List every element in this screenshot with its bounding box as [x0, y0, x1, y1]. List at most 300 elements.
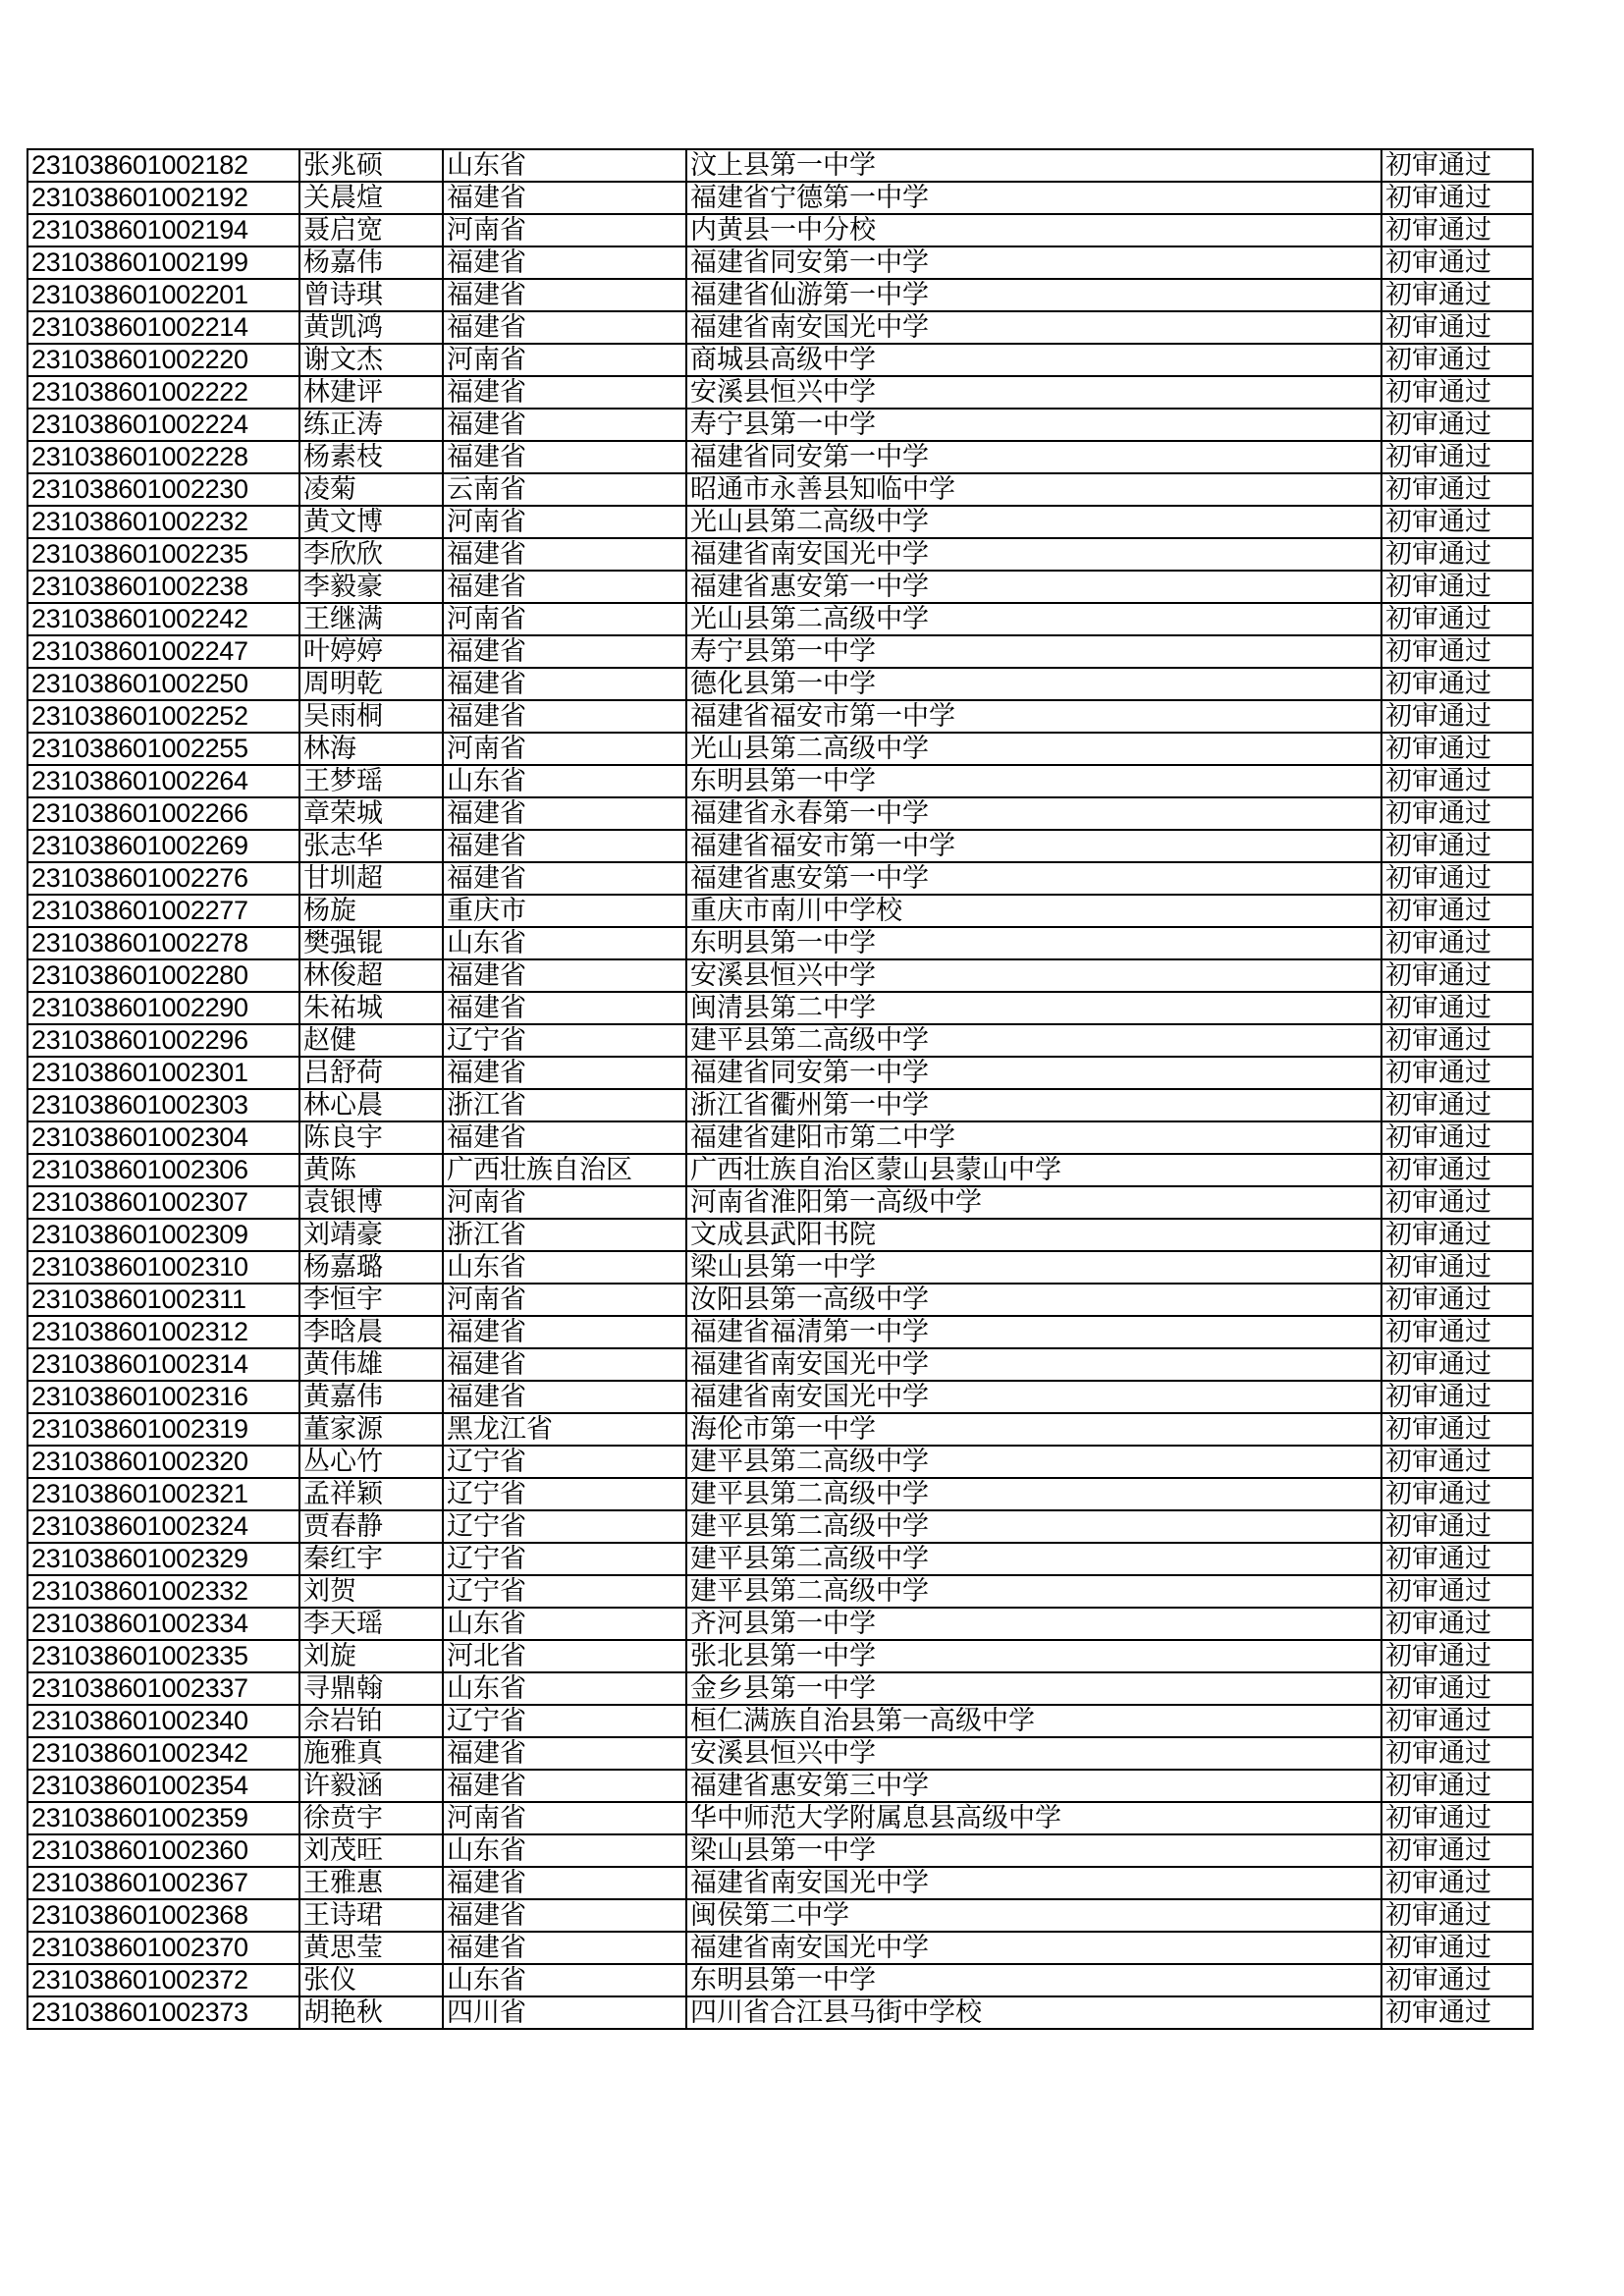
- province-cell: 福建省: [443, 959, 686, 992]
- table-row: [27, 733, 1533, 765]
- applicant-name-cell: 杨旋: [299, 895, 443, 927]
- applicant-id-cell: 231038601002264: [27, 765, 299, 797]
- applicant-name-cell: 施雅真: [299, 1737, 443, 1770]
- province-cell: 福建省: [443, 862, 686, 895]
- province-cell: 福建省: [443, 635, 686, 668]
- school-cell: 福建省仙游第一中学: [686, 279, 1381, 311]
- province-cell: 福建省: [443, 1899, 686, 1932]
- table-row: [27, 1996, 1533, 2029]
- review-status-cell: 初审通过: [1381, 246, 1533, 279]
- school-cell: 建平县第二高级中学: [686, 1510, 1381, 1543]
- applicant-id-cell: 231038601002372: [27, 1964, 299, 1996]
- province-cell: 山东省: [443, 1251, 686, 1284]
- province-cell: 辽宁省: [443, 1510, 686, 1543]
- school-cell: 内黄县一中分校: [686, 214, 1381, 246]
- applicant-id-cell: 231038601002255: [27, 733, 299, 765]
- applicant-name-cell: 樊强锟: [299, 927, 443, 959]
- province-cell: 福建省: [443, 1057, 686, 1089]
- review-status-cell: 初审通过: [1381, 635, 1533, 668]
- applicant-id-cell: 231038601002192: [27, 182, 299, 214]
- applicant-id-cell: 231038601002250: [27, 668, 299, 700]
- review-status-cell: 初审通过: [1381, 1543, 1533, 1575]
- review-status-cell: 初审通过: [1381, 1996, 1533, 2029]
- review-status-cell: 初审通过: [1381, 830, 1533, 862]
- applicant-name-cell: 张志华: [299, 830, 443, 862]
- applicant-table: [27, 148, 1534, 2030]
- province-cell: 辽宁省: [443, 1543, 686, 1575]
- applicant-name-cell: 林建评: [299, 376, 443, 409]
- applicant-name-cell: 李恒宇: [299, 1284, 443, 1316]
- review-status-cell: 初审通过: [1381, 1413, 1533, 1446]
- review-status-cell: 初审通过: [1381, 603, 1533, 635]
- applicant-name-cell: 章荣城: [299, 797, 443, 830]
- review-status-cell: 初审通过: [1381, 959, 1533, 992]
- province-cell: 山东省: [443, 1964, 686, 1996]
- table-row: [27, 1802, 1533, 1834]
- review-status-cell: 初审通过: [1381, 1899, 1533, 1932]
- applicant-id-cell: 231038601002235: [27, 538, 299, 571]
- school-cell: 安溪县恒兴中学: [686, 376, 1381, 409]
- table-row: [27, 246, 1533, 279]
- province-cell: 河南省: [443, 506, 686, 538]
- school-cell: 光山县第二高级中学: [686, 733, 1381, 765]
- province-cell: 福建省: [443, 992, 686, 1024]
- applicant-id-cell: 231038601002230: [27, 473, 299, 506]
- applicant-name-cell: 黄陈: [299, 1154, 443, 1186]
- review-status-cell: 初审通过: [1381, 992, 1533, 1024]
- school-cell: 广西壮族自治区蒙山县蒙山中学: [686, 1154, 1381, 1186]
- table-row: [27, 635, 1533, 668]
- applicant-id-cell: 231038601002303: [27, 1089, 299, 1121]
- applicant-id-cell: 231038601002301: [27, 1057, 299, 1089]
- applicant-name-cell: 黄伟雄: [299, 1348, 443, 1381]
- table-row: [27, 538, 1533, 571]
- school-cell: 寿宁县第一中学: [686, 409, 1381, 441]
- applicant-name-cell: 凌菊: [299, 473, 443, 506]
- province-cell: 山东省: [443, 927, 686, 959]
- province-cell: 河南省: [443, 344, 686, 376]
- school-cell: 福建省惠安第三中学: [686, 1770, 1381, 1802]
- table-row: [27, 1348, 1533, 1381]
- applicant-id-cell: 231038601002359: [27, 1802, 299, 1834]
- applicant-id-cell: 231038601002266: [27, 797, 299, 830]
- applicant-name-cell: 黄文博: [299, 506, 443, 538]
- applicant-id-cell: 231038601002311: [27, 1284, 299, 1316]
- review-status-cell: 初审通过: [1381, 1608, 1533, 1640]
- applicant-name-cell: 刘贺: [299, 1575, 443, 1608]
- applicant-id-cell: 231038601002342: [27, 1737, 299, 1770]
- province-cell: 福建省: [443, 409, 686, 441]
- applicant-name-cell: 李晗晨: [299, 1316, 443, 1348]
- applicant-name-cell: 赵健: [299, 1024, 443, 1057]
- province-cell: 福建省: [443, 441, 686, 473]
- applicant-name-cell: 林俊超: [299, 959, 443, 992]
- province-cell: 浙江省: [443, 1089, 686, 1121]
- table-row: [27, 797, 1533, 830]
- applicant-name-cell: 黄凯鸿: [299, 311, 443, 344]
- school-cell: 福建省南安国光中学: [686, 1932, 1381, 1964]
- applicant-name-cell: 叶婷婷: [299, 635, 443, 668]
- review-status-cell: 初审通过: [1381, 376, 1533, 409]
- school-cell: 福建省永春第一中学: [686, 797, 1381, 830]
- province-cell: 浙江省: [443, 1219, 686, 1251]
- province-cell: 河南省: [443, 733, 686, 765]
- table-row: [27, 1219, 1533, 1251]
- review-status-cell: 初审通过: [1381, 1770, 1533, 1802]
- school-cell: 福建省南安国光中学: [686, 1867, 1381, 1899]
- table-row: [27, 1770, 1533, 1802]
- review-status-cell: 初审通过: [1381, 149, 1533, 182]
- applicant-name-cell: 李欣欣: [299, 538, 443, 571]
- review-status-cell: 初审通过: [1381, 571, 1533, 603]
- province-cell: 福建省: [443, 311, 686, 344]
- province-cell: 山东省: [443, 149, 686, 182]
- applicant-id-cell: 231038601002319: [27, 1413, 299, 1446]
- table-row: [27, 862, 1533, 895]
- review-status-cell: 初审通过: [1381, 1510, 1533, 1543]
- applicant-id-cell: 231038601002277: [27, 895, 299, 927]
- applicant-name-cell: 秦红宇: [299, 1543, 443, 1575]
- school-cell: 重庆市南川中学校: [686, 895, 1381, 927]
- applicant-name-cell: 甘圳超: [299, 862, 443, 895]
- review-status-cell: 初审通过: [1381, 765, 1533, 797]
- applicant-id-cell: 231038601002306: [27, 1154, 299, 1186]
- applicant-name-cell: 刘靖豪: [299, 1219, 443, 1251]
- province-cell: 重庆市: [443, 895, 686, 927]
- table-row: [27, 376, 1533, 409]
- applicant-id-cell: 231038601002278: [27, 927, 299, 959]
- table-row: [27, 1154, 1533, 1186]
- school-cell: 东明县第一中学: [686, 927, 1381, 959]
- review-status-cell: 初审通过: [1381, 1089, 1533, 1121]
- applicant-name-cell: 董家源: [299, 1413, 443, 1446]
- school-cell: 德化县第一中学: [686, 668, 1381, 700]
- school-cell: 梁山县第一中学: [686, 1251, 1381, 1284]
- table-row: [27, 1284, 1533, 1316]
- applicant-name-cell: 周明乾: [299, 668, 443, 700]
- table-row: [27, 1251, 1533, 1284]
- school-cell: 安溪县恒兴中学: [686, 1737, 1381, 1770]
- table-row: [27, 895, 1533, 927]
- province-cell: 辽宁省: [443, 1024, 686, 1057]
- applicant-id-cell: 231038601002321: [27, 1478, 299, 1510]
- review-status-cell: 初审通过: [1381, 506, 1533, 538]
- school-cell: 汝阳县第一高级中学: [686, 1284, 1381, 1316]
- school-cell: 商城县高级中学: [686, 344, 1381, 376]
- table-row: [27, 441, 1533, 473]
- school-cell: 福建省同安第一中学: [686, 441, 1381, 473]
- applicant-id-cell: 231038601002368: [27, 1899, 299, 1932]
- applicant-id-cell: 231038601002280: [27, 959, 299, 992]
- province-cell: 福建省: [443, 1121, 686, 1154]
- school-cell: 建平县第二高级中学: [686, 1543, 1381, 1575]
- school-cell: 梁山县第一中学: [686, 1834, 1381, 1867]
- applicant-id-cell: 231038601002214: [27, 311, 299, 344]
- applicant-name-cell: 许毅涵: [299, 1770, 443, 1802]
- table-row: [27, 182, 1533, 214]
- province-cell: 福建省: [443, 376, 686, 409]
- applicant-id-cell: 231038601002370: [27, 1932, 299, 1964]
- province-cell: 黑龙江省: [443, 1413, 686, 1446]
- province-cell: 河北省: [443, 1640, 686, 1672]
- province-cell: 福建省: [443, 182, 686, 214]
- review-status-cell: 初审通过: [1381, 344, 1533, 376]
- school-cell: 金乡县第一中学: [686, 1672, 1381, 1705]
- school-cell: 光山县第二高级中学: [686, 506, 1381, 538]
- applicant-id-cell: 231038601002324: [27, 1510, 299, 1543]
- applicant-id-cell: 231038601002199: [27, 246, 299, 279]
- applicant-id-cell: 231038601002307: [27, 1186, 299, 1219]
- applicant-id-cell: 231038601002373: [27, 1996, 299, 2029]
- table-row: [27, 603, 1533, 635]
- review-status-cell: 初审通过: [1381, 409, 1533, 441]
- review-status-cell: 初审通过: [1381, 1640, 1533, 1672]
- school-cell: 闽清县第二中学: [686, 992, 1381, 1024]
- school-cell: 福建省同安第一中学: [686, 246, 1381, 279]
- school-cell: 闽侯第二中学: [686, 1899, 1381, 1932]
- applicant-name-cell: 张兆硕: [299, 149, 443, 182]
- province-cell: 福建省: [443, 830, 686, 862]
- applicant-id-cell: 231038601002332: [27, 1575, 299, 1608]
- applicant-id-cell: 231038601002320: [27, 1446, 299, 1478]
- province-cell: 河南省: [443, 214, 686, 246]
- province-cell: 辽宁省: [443, 1705, 686, 1737]
- applicant-name-cell: 吴雨桐: [299, 700, 443, 733]
- review-status-cell: 初审通过: [1381, 1834, 1533, 1867]
- school-cell: 东明县第一中学: [686, 1964, 1381, 1996]
- province-cell: 辽宁省: [443, 1446, 686, 1478]
- applicant-id-cell: 231038601002360: [27, 1834, 299, 1867]
- review-status-cell: 初审通过: [1381, 1446, 1533, 1478]
- applicant-id-cell: 231038601002252: [27, 700, 299, 733]
- review-status-cell: 初审通过: [1381, 473, 1533, 506]
- province-cell: 福建省: [443, 700, 686, 733]
- applicant-id-cell: 231038601002309: [27, 1219, 299, 1251]
- table-row: [27, 214, 1533, 246]
- applicant-id-cell: 231038601002334: [27, 1608, 299, 1640]
- table-row: [27, 1121, 1533, 1154]
- table-row: [27, 1964, 1533, 1996]
- school-cell: 光山县第二高级中学: [686, 603, 1381, 635]
- province-cell: 广西壮族自治区: [443, 1154, 686, 1186]
- table-row: [27, 1705, 1533, 1737]
- review-status-cell: 初审通过: [1381, 182, 1533, 214]
- review-status-cell: 初审通过: [1381, 1381, 1533, 1413]
- applicant-name-cell: 李天瑶: [299, 1608, 443, 1640]
- school-cell: 福建省同安第一中学: [686, 1057, 1381, 1089]
- table-row: [27, 1024, 1533, 1057]
- table-row: [27, 1057, 1533, 1089]
- province-cell: 河南省: [443, 1284, 686, 1316]
- school-cell: 福建省福安市第一中学: [686, 830, 1381, 862]
- province-cell: 福建省: [443, 279, 686, 311]
- table-row: [27, 992, 1533, 1024]
- school-cell: 汶上县第一中学: [686, 149, 1381, 182]
- applicant-name-cell: 练正涛: [299, 409, 443, 441]
- school-cell: 文成县武阳书院: [686, 1219, 1381, 1251]
- applicant-name-cell: 关晨煊: [299, 182, 443, 214]
- review-status-cell: 初审通过: [1381, 1672, 1533, 1705]
- table-row: [27, 1316, 1533, 1348]
- applicant-id-cell: 231038601002310: [27, 1251, 299, 1284]
- review-status-cell: 初审通过: [1381, 1121, 1533, 1154]
- applicant-id-cell: 231038601002201: [27, 279, 299, 311]
- applicant-name-cell: 林海: [299, 733, 443, 765]
- review-status-cell: 初审通过: [1381, 668, 1533, 700]
- applicant-id-cell: 231038601002269: [27, 830, 299, 862]
- applicant-id-cell: 231038601002354: [27, 1770, 299, 1802]
- review-status-cell: 初审通过: [1381, 311, 1533, 344]
- school-cell: 齐河县第一中学: [686, 1608, 1381, 1640]
- review-status-cell: 初审通过: [1381, 862, 1533, 895]
- applicant-name-cell: 曾诗琪: [299, 279, 443, 311]
- applicant-name-cell: 吕舒荷: [299, 1057, 443, 1089]
- school-cell: 福建省南安国光中学: [686, 1381, 1381, 1413]
- applicant-id-cell: 231038601002238: [27, 571, 299, 603]
- province-cell: 福建省: [443, 1381, 686, 1413]
- table-row: [27, 473, 1533, 506]
- applicant-name-cell: 佘岩铂: [299, 1705, 443, 1737]
- applicant-name-cell: 王诗珺: [299, 1899, 443, 1932]
- school-cell: 四川省合江县马街中学校: [686, 1996, 1381, 2029]
- applicant-id-cell: 231038601002222: [27, 376, 299, 409]
- province-cell: 福建省: [443, 538, 686, 571]
- province-cell: 山东省: [443, 1672, 686, 1705]
- province-cell: 福建省: [443, 246, 686, 279]
- review-status-cell: 初审通过: [1381, 1348, 1533, 1381]
- review-status-cell: 初审通过: [1381, 797, 1533, 830]
- applicant-table-body: [27, 149, 1533, 2029]
- table-row: [27, 1640, 1533, 1672]
- table-row: [27, 1867, 1533, 1899]
- province-cell: 云南省: [443, 473, 686, 506]
- applicant-id-cell: 231038601002304: [27, 1121, 299, 1154]
- applicant-name-cell: 林心晨: [299, 1089, 443, 1121]
- province-cell: 福建省: [443, 1348, 686, 1381]
- table-row: [27, 409, 1533, 441]
- applicant-id-cell: 231038601002314: [27, 1348, 299, 1381]
- applicant-id-cell: 231038601002224: [27, 409, 299, 441]
- applicant-name-cell: 陈良宇: [299, 1121, 443, 1154]
- review-status-cell: 初审通过: [1381, 700, 1533, 733]
- review-status-cell: 初审通过: [1381, 1705, 1533, 1737]
- applicant-id-cell: 231038601002312: [27, 1316, 299, 1348]
- applicant-name-cell: 丛心竹: [299, 1446, 443, 1478]
- applicant-name-cell: 张仪: [299, 1964, 443, 1996]
- applicant-name-cell: 黄思莹: [299, 1932, 443, 1964]
- applicant-name-cell: 孟祥颖: [299, 1478, 443, 1510]
- school-cell: 福建省南安国光中学: [686, 1348, 1381, 1381]
- applicant-id-cell: 231038601002316: [27, 1381, 299, 1413]
- applicant-id-cell: 231038601002194: [27, 214, 299, 246]
- review-status-cell: 初审通过: [1381, 1867, 1533, 1899]
- applicant-name-cell: 杨嘉璐: [299, 1251, 443, 1284]
- school-cell: 福建省惠安第一中学: [686, 571, 1381, 603]
- school-cell: 建平县第二高级中学: [686, 1575, 1381, 1608]
- province-cell: 福建省: [443, 571, 686, 603]
- review-status-cell: 初审通过: [1381, 1057, 1533, 1089]
- table-row: [27, 279, 1533, 311]
- applicant-id-cell: 231038601002335: [27, 1640, 299, 1672]
- school-cell: 河南省淮阳第一高级中学: [686, 1186, 1381, 1219]
- school-cell: 福建省建阳市第二中学: [686, 1121, 1381, 1154]
- review-status-cell: 初审通过: [1381, 214, 1533, 246]
- school-cell: 寿宁县第一中学: [686, 635, 1381, 668]
- province-cell: 河南省: [443, 1802, 686, 1834]
- applicant-id-cell: 231038601002367: [27, 1867, 299, 1899]
- review-status-cell: 初审通过: [1381, 1024, 1533, 1057]
- applicant-name-cell: 王梦瑶: [299, 765, 443, 797]
- applicant-name-cell: 袁银博: [299, 1186, 443, 1219]
- applicant-name-cell: 刘旋: [299, 1640, 443, 1672]
- applicant-id-cell: 231038601002220: [27, 344, 299, 376]
- review-status-cell: 初审通过: [1381, 1316, 1533, 1348]
- applicant-name-cell: 杨素枝: [299, 441, 443, 473]
- table-row: [27, 1543, 1533, 1575]
- table-row: [27, 1737, 1533, 1770]
- school-cell: 建平县第二高级中学: [686, 1024, 1381, 1057]
- review-status-cell: 初审通过: [1381, 733, 1533, 765]
- table-row: [27, 506, 1533, 538]
- school-cell: 福建省福安市第一中学: [686, 700, 1381, 733]
- table-row: [27, 1575, 1533, 1608]
- table-row: [27, 668, 1533, 700]
- applicant-id-cell: 231038601002228: [27, 441, 299, 473]
- province-cell: 四川省: [443, 1996, 686, 2029]
- applicant-name-cell: 贾春静: [299, 1510, 443, 1543]
- applicant-name-cell: 寻鼎翰: [299, 1672, 443, 1705]
- province-cell: 河南省: [443, 1186, 686, 1219]
- table-row: [27, 700, 1533, 733]
- table-row: [27, 344, 1533, 376]
- province-cell: 辽宁省: [443, 1575, 686, 1608]
- school-cell: 浙江省衢州第一中学: [686, 1089, 1381, 1121]
- province-cell: 福建省: [443, 1770, 686, 1802]
- school-cell: 安溪县恒兴中学: [686, 959, 1381, 992]
- table-row: [27, 571, 1533, 603]
- province-cell: 福建省: [443, 668, 686, 700]
- province-cell: 福建省: [443, 1737, 686, 1770]
- school-cell: 建平县第二高级中学: [686, 1478, 1381, 1510]
- review-status-cell: 初审通过: [1381, 279, 1533, 311]
- province-cell: 福建省: [443, 1316, 686, 1348]
- review-status-cell: 初审通过: [1381, 1964, 1533, 1996]
- applicant-id-cell: 231038601002242: [27, 603, 299, 635]
- applicant-name-cell: 徐贲宇: [299, 1802, 443, 1834]
- review-status-cell: 初审通过: [1381, 1219, 1533, 1251]
- table-row: [27, 1608, 1533, 1640]
- applicant-id-cell: 231038601002247: [27, 635, 299, 668]
- table-row: [27, 1834, 1533, 1867]
- table-row: [27, 1381, 1533, 1413]
- school-cell: 昭通市永善县知临中学: [686, 473, 1381, 506]
- applicant-name-cell: 朱祐城: [299, 992, 443, 1024]
- applicant-id-cell: 231038601002296: [27, 1024, 299, 1057]
- applicant-name-cell: 李毅豪: [299, 571, 443, 603]
- school-cell: 建平县第二高级中学: [686, 1446, 1381, 1478]
- applicant-name-cell: 王继满: [299, 603, 443, 635]
- school-cell: 福建省惠安第一中学: [686, 862, 1381, 895]
- school-cell: 东明县第一中学: [686, 765, 1381, 797]
- applicant-id-cell: 231038601002340: [27, 1705, 299, 1737]
- applicant-name-cell: 杨嘉伟: [299, 246, 443, 279]
- table-row: [27, 149, 1533, 182]
- applicant-name-cell: 王雅惠: [299, 1867, 443, 1899]
- table-row: [27, 1186, 1533, 1219]
- applicant-id-cell: 231038601002337: [27, 1672, 299, 1705]
- applicant-id-cell: 231038601002182: [27, 149, 299, 182]
- applicant-name-cell: 黄嘉伟: [299, 1381, 443, 1413]
